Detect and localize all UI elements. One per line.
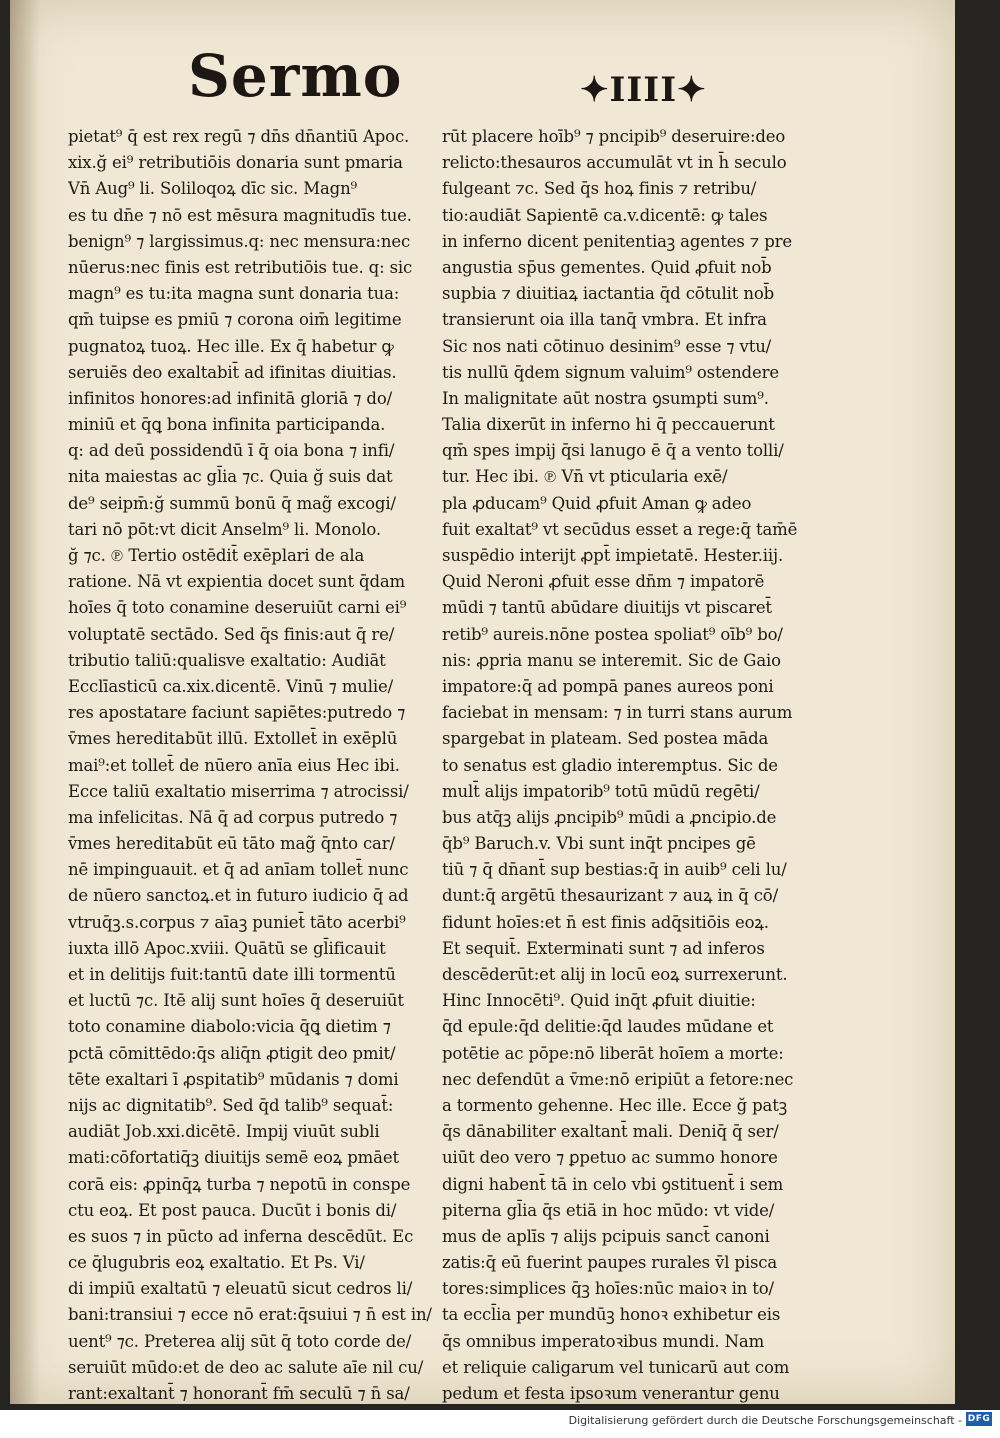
text-line: iuxta illō Apoc.xviii. Quātū se gl̄ificauit <box>68 938 386 958</box>
text-line: nē impinguauit. et q̄ ad anīam tollet̄ nunc <box>68 860 409 880</box>
text-line: Talia dixerūt in inferno hi q̄ peccauerunt <box>442 415 775 435</box>
text-line: et in delitijs fuit:tantū date illi tormentū <box>68 965 396 984</box>
text-line: ğ ⁊c. ℗ Tertio ostēdit̄ exēplari de ala <box>68 546 365 565</box>
text-line: bani:transiui ⁊ ecce nō erat:q̄suiui ⁊ n̄ est in/ <box>68 1305 432 1325</box>
text-line: q̄d epule:q̄d delitie:q̄d laudes mūdane et <box>442 1017 774 1037</box>
text-line: et reliquie caligarum vel tunicarū aut com <box>442 1357 790 1377</box>
text-line: ratione. Nā vt expientia docet sunt q̄dam <box>68 572 406 592</box>
text-line: seruiūt mūdo:et de deo ac salute aīe nil cu/ <box>68 1357 424 1377</box>
text-line: impatore:q̄ ad pompā panes aureos poni <box>442 676 774 696</box>
text-line: nūerus:nec finis est retributiōis tue. q: sic <box>68 257 413 277</box>
text-line: infinitos honores:ad infinitā gloriā ⁊ do/ <box>68 388 393 408</box>
text-line: de nūero sanctoꝝ.et in futuro iudicio q̄ ad <box>68 886 409 906</box>
text-line: xix.ğ ei⁹ retributiōis donaria sunt pmaria <box>68 153 403 173</box>
text-line: fulgeant ⁊c. Sed q̄s hoꝝ finis ⁊ retribu/ <box>442 179 757 199</box>
text-line: dunt:q̄ argētū thesaurizant ⁊ auꝝ in q̄ cō/ <box>442 886 778 906</box>
text-line: toto conamine diabolo:vicia q̄ꝗ dietim ⁊ <box>68 1017 391 1037</box>
text-line: mūdi ⁊ tantū abūdare diuitijs vt piscaret̄ <box>442 598 772 618</box>
text-line: tur. Hec ibi. ℗ Vn̄ vt pticularia exē/ <box>442 467 728 487</box>
funding-credit: Digitalisierung gefördert durch die Deutsche Forschungsgemeinschaft - <box>568 1414 962 1427</box>
text-line: transierunt oia illa tanq̄ vmbra. Et infra <box>442 310 767 330</box>
text-line: Ecclīasticū ca.xix.dicentē. Vinū ⁊ mulie/ <box>68 676 394 696</box>
text-line: a tormento gehenne. Hec ille. Ecce ğ patꝫ <box>442 1095 787 1115</box>
text-line: di impiū exaltatū ⁊ eleuatū sicut cedros li/ <box>68 1279 413 1299</box>
text-line: mai⁹:et tollet̄ de nūero anīa eius Hec ibi. <box>68 755 400 775</box>
text-line: magn⁹ es tu:ita magna sunt donaria tua: <box>68 284 400 304</box>
text-line: supbia ⁊ diuitiaꝝ iactantia q̄d cōtulit nob̄ <box>442 284 775 304</box>
text-line: zatis:q̄ eū fuerint paupes rurales v̄l pisca <box>442 1253 778 1273</box>
text-line: tēte exaltari ī ꝓspitatib⁹ mūdanis ⁊ domi <box>68 1069 399 1089</box>
text-line: angustia sp̄us gementes. Quid ꝓfuit nob̄ <box>442 257 772 277</box>
text-line: in inferno dicent penitentiaꝫ agentes ⁊ pre <box>442 231 792 251</box>
text-line: miniū et q̄ꝗ bona infinita participanda. <box>68 415 386 435</box>
text-line: Sic nos nati cōtinuo desinim⁹ esse ⁊ vtu/ <box>442 336 772 356</box>
text-line: to senatus est gladio interemptus. Sic de <box>442 755 778 775</box>
text-line: res apostatare faciunt sapiētes:putredo ⁊ <box>68 703 406 723</box>
text-line: q̄b⁹ Baruch.v. Vbi sunt inq̄t pncipes gē <box>442 834 756 854</box>
text-line: tores:simplices q̄ꝫ hoīes:nūc maioꝛ in to/ <box>442 1279 774 1299</box>
text-line: faciebat in mensam: ⁊ in turri stans aurum <box>442 703 793 723</box>
text-line: nijs ac dignitatib⁹. Sed q̄d talib⁹ sequat̄: <box>68 1095 394 1115</box>
text-line: voluptatē sectādo. Sed q̄s finis:aut q̄ re/ <box>68 624 395 644</box>
text-line: tiū ⁊ q̄ dn̄ant̄ sup bestias:q̄ in auib⁹ celi lu/ <box>442 860 787 880</box>
running-head-title: Sermo <box>188 42 403 110</box>
text-line: mati:cōfortatiq̄ꝫ diuitijs semē eoꝝ pmāet <box>68 1148 399 1168</box>
text-line: fuit exaltat⁹ vt secūdus esset a rege:q̄ tam̄ē <box>442 519 798 539</box>
text-line: digni habent̄ tā in celo vbi ꝯstituent̄ i sem <box>442 1174 784 1194</box>
text-line: fidunt hoīes:et n̄ est finis adq̄sitiōis eoꝝ. <box>442 912 769 932</box>
text-line: pedum et festa ipsoꝛum venerantur genu <box>442 1384 780 1403</box>
text-line: nec defendūt a v̄me:nō eripiūt a fetore:nec <box>442 1069 794 1089</box>
text-line: ma infelicitas. Nā q̄ ad corpus putredo ⁊ <box>68 807 398 827</box>
text-line: Quid Neroni ꝓfuit esse dn̄m ⁊ impatorē <box>442 572 765 592</box>
text-line: tis nullū q̄dem signum valuim⁹ ostendere <box>442 362 779 382</box>
text-line: q̄s dānabiliter exaltant̄ mali. Deniq̄ q̄ ser/ <box>442 1122 779 1142</box>
text-line: mus de aplīs ⁊ alijs pcipuis sanct̄ canoni <box>442 1226 770 1246</box>
text-line: hoīes q̄ toto conamine deseruiūt carni ei⁹ <box>68 598 407 618</box>
text-line: retib⁹ aureis.nōne postea spoliat⁹ oīb⁹ bo/ <box>442 624 783 644</box>
text-line: bus atq̄ꝫ alijs ꝓncipib⁹ mūdi a ꝓncipio.de <box>442 807 777 827</box>
book-page <box>10 0 955 1404</box>
text-line: pugnatoꝝ tuoꝝ. Hec ille. Ex q̄ habetur ꝙ <box>68 336 394 356</box>
text-line: piterna gl̄ia q̄s etiā in hoc mūdo: vt vide/ <box>442 1200 775 1220</box>
text-line: nis: ꝓpria manu se interemit. Sic de Gaio <box>442 650 781 670</box>
text-line: tio:audiāt Sapientē ca.v.dicentē: ꝙ tales <box>442 205 768 225</box>
text-line: ctu eoꝝ. Et post pauca. Ducūt i bonis di/ <box>68 1200 397 1220</box>
text-line: Vn̄ Aug⁹ li. Soliloqoꝝ dīc sic. Magn⁹ <box>68 179 358 199</box>
dfg-logo-icon: DFG <box>967 1414 991 1424</box>
text-line: de⁹ seipm̄:ğ summū bonū q̄ mag̃ excogi/ <box>68 493 396 513</box>
text-line: spargebat in plateam. Sed postea māda <box>442 729 769 749</box>
text-column-right <box>442 124 804 1404</box>
text-line: ce q̄lugubris eoꝝ exaltatio. Et Ps. Vi/ <box>68 1253 365 1273</box>
text-line: rūt placere hoīb⁹ ⁊ pncipib⁹ deseruire:deo <box>442 127 786 146</box>
text-line: nita maiestas ac gl̄ia ⁊c. Quia ğ suis dat <box>68 467 393 487</box>
text-line: es tu dn̄e ⁊ nō est mēsura magnitudīs tue. <box>68 205 412 225</box>
text-line: pla ꝓducam⁹ Quid ꝓfuit Aman ꝙ adeo <box>442 493 752 513</box>
text-line: relicto:thesauros accumulāt vt in h̄ seculo <box>442 153 787 173</box>
text-line: descēderūt:et alij in locū eoꝝ surrexerunt. <box>442 965 788 984</box>
running-head-number: ✦IIII✦ <box>580 70 707 110</box>
text-line: pctā cōmittēdo:q̄s aliq̄n ꝓtigit deo pmit/ <box>68 1043 396 1063</box>
text-line: mult̄ alijs impatorib⁹ totū mūdū regēti/ <box>442 781 760 801</box>
text-line: ta eccl̄ia per mundūꝫ honoꝛ exhibetur eis <box>442 1305 781 1325</box>
text-line: q̄s omnibus imperatoꝛibus mundi. Nam <box>442 1331 765 1351</box>
text-line: audiāt Job.xxi.dicētē. Impij viuūt subli <box>68 1122 380 1142</box>
text-line: v̄mes hereditabūt illū. Extollet̄ in exēplū <box>68 729 398 749</box>
text-line: uent⁹ ⁊c. Preterea alij sūt q̄ toto corde de/ <box>68 1331 412 1351</box>
text-line: potētie ac pōpe:nō liberāt hoīem a morte: <box>442 1043 784 1063</box>
text-line: qm̄ spes impij q̄si lanugo ē q̄ a vento tolli/ <box>442 441 784 461</box>
text-line: pietat⁹ q̄ est rex regū ⁊ dn̄s dn̄antiū Apoc. <box>68 127 410 146</box>
text-line: es suos ⁊ in pūcto ad inferna descēdūt. Ec <box>68 1226 414 1246</box>
text-column-left <box>68 124 438 1404</box>
text-line: v̄mes hereditabūt eū tāto mag̃ q̄nto car/ <box>68 834 395 854</box>
text-line: suspēdio interijt ꝓpt̄ impietatē. Hester.iij. <box>442 546 784 565</box>
text-line: tributio taliū:qualisve exaltatio: Audiāt <box>68 650 386 670</box>
text-line: vtruq̄ꝫ.s.corpus ⁊ aīaꝫ puniet̄ tāto acerbi⁹ <box>68 912 406 932</box>
text-line: tari nō pōt:vt dicit Anselm⁹ li. Monolo. <box>68 519 381 539</box>
text-line: Et sequit̄. Exterminati sunt ⁊ ad inferos <box>442 938 765 958</box>
text-line: benign⁹ ⁊ largissimus.q: nec mensura:nec <box>68 231 411 251</box>
text-line: Ecce taliū exaltatio miserrima ⁊ atrocissi/ <box>68 781 409 801</box>
text-line: et luctū ⁊c. Itē alij sunt hoīes q̄ deseruiūt <box>68 991 404 1011</box>
text-line: rant:exaltant̄ ⁊ honorant̄ fm̄ seculū ⁊ n̄ sa/ <box>68 1384 410 1403</box>
text-line: seruiēs deo exaltabit̄ ad ifinitas diuitias. <box>68 362 397 382</box>
text-line: In malignitate aūt nostra ꝯsumpti sum⁹. <box>442 388 769 408</box>
text-line: Hinc Innocēti⁹. Quid inq̄t ꝓfuit diuitie: <box>442 991 756 1011</box>
text-line: uiūt deo vero ⁊ ꝑpetuo ac summo honore <box>442 1148 778 1168</box>
text-line: corā eis: ꝓpinq̄ꝝ turba ⁊ nepotū in conspe <box>68 1174 411 1194</box>
text-line: q: ad deū possidendū ī q̄ oia bona ⁊ infi/ <box>68 441 395 461</box>
text-line: qm̄ tuipse es pmiū ⁊ corona oim̄ legitime <box>68 310 402 330</box>
